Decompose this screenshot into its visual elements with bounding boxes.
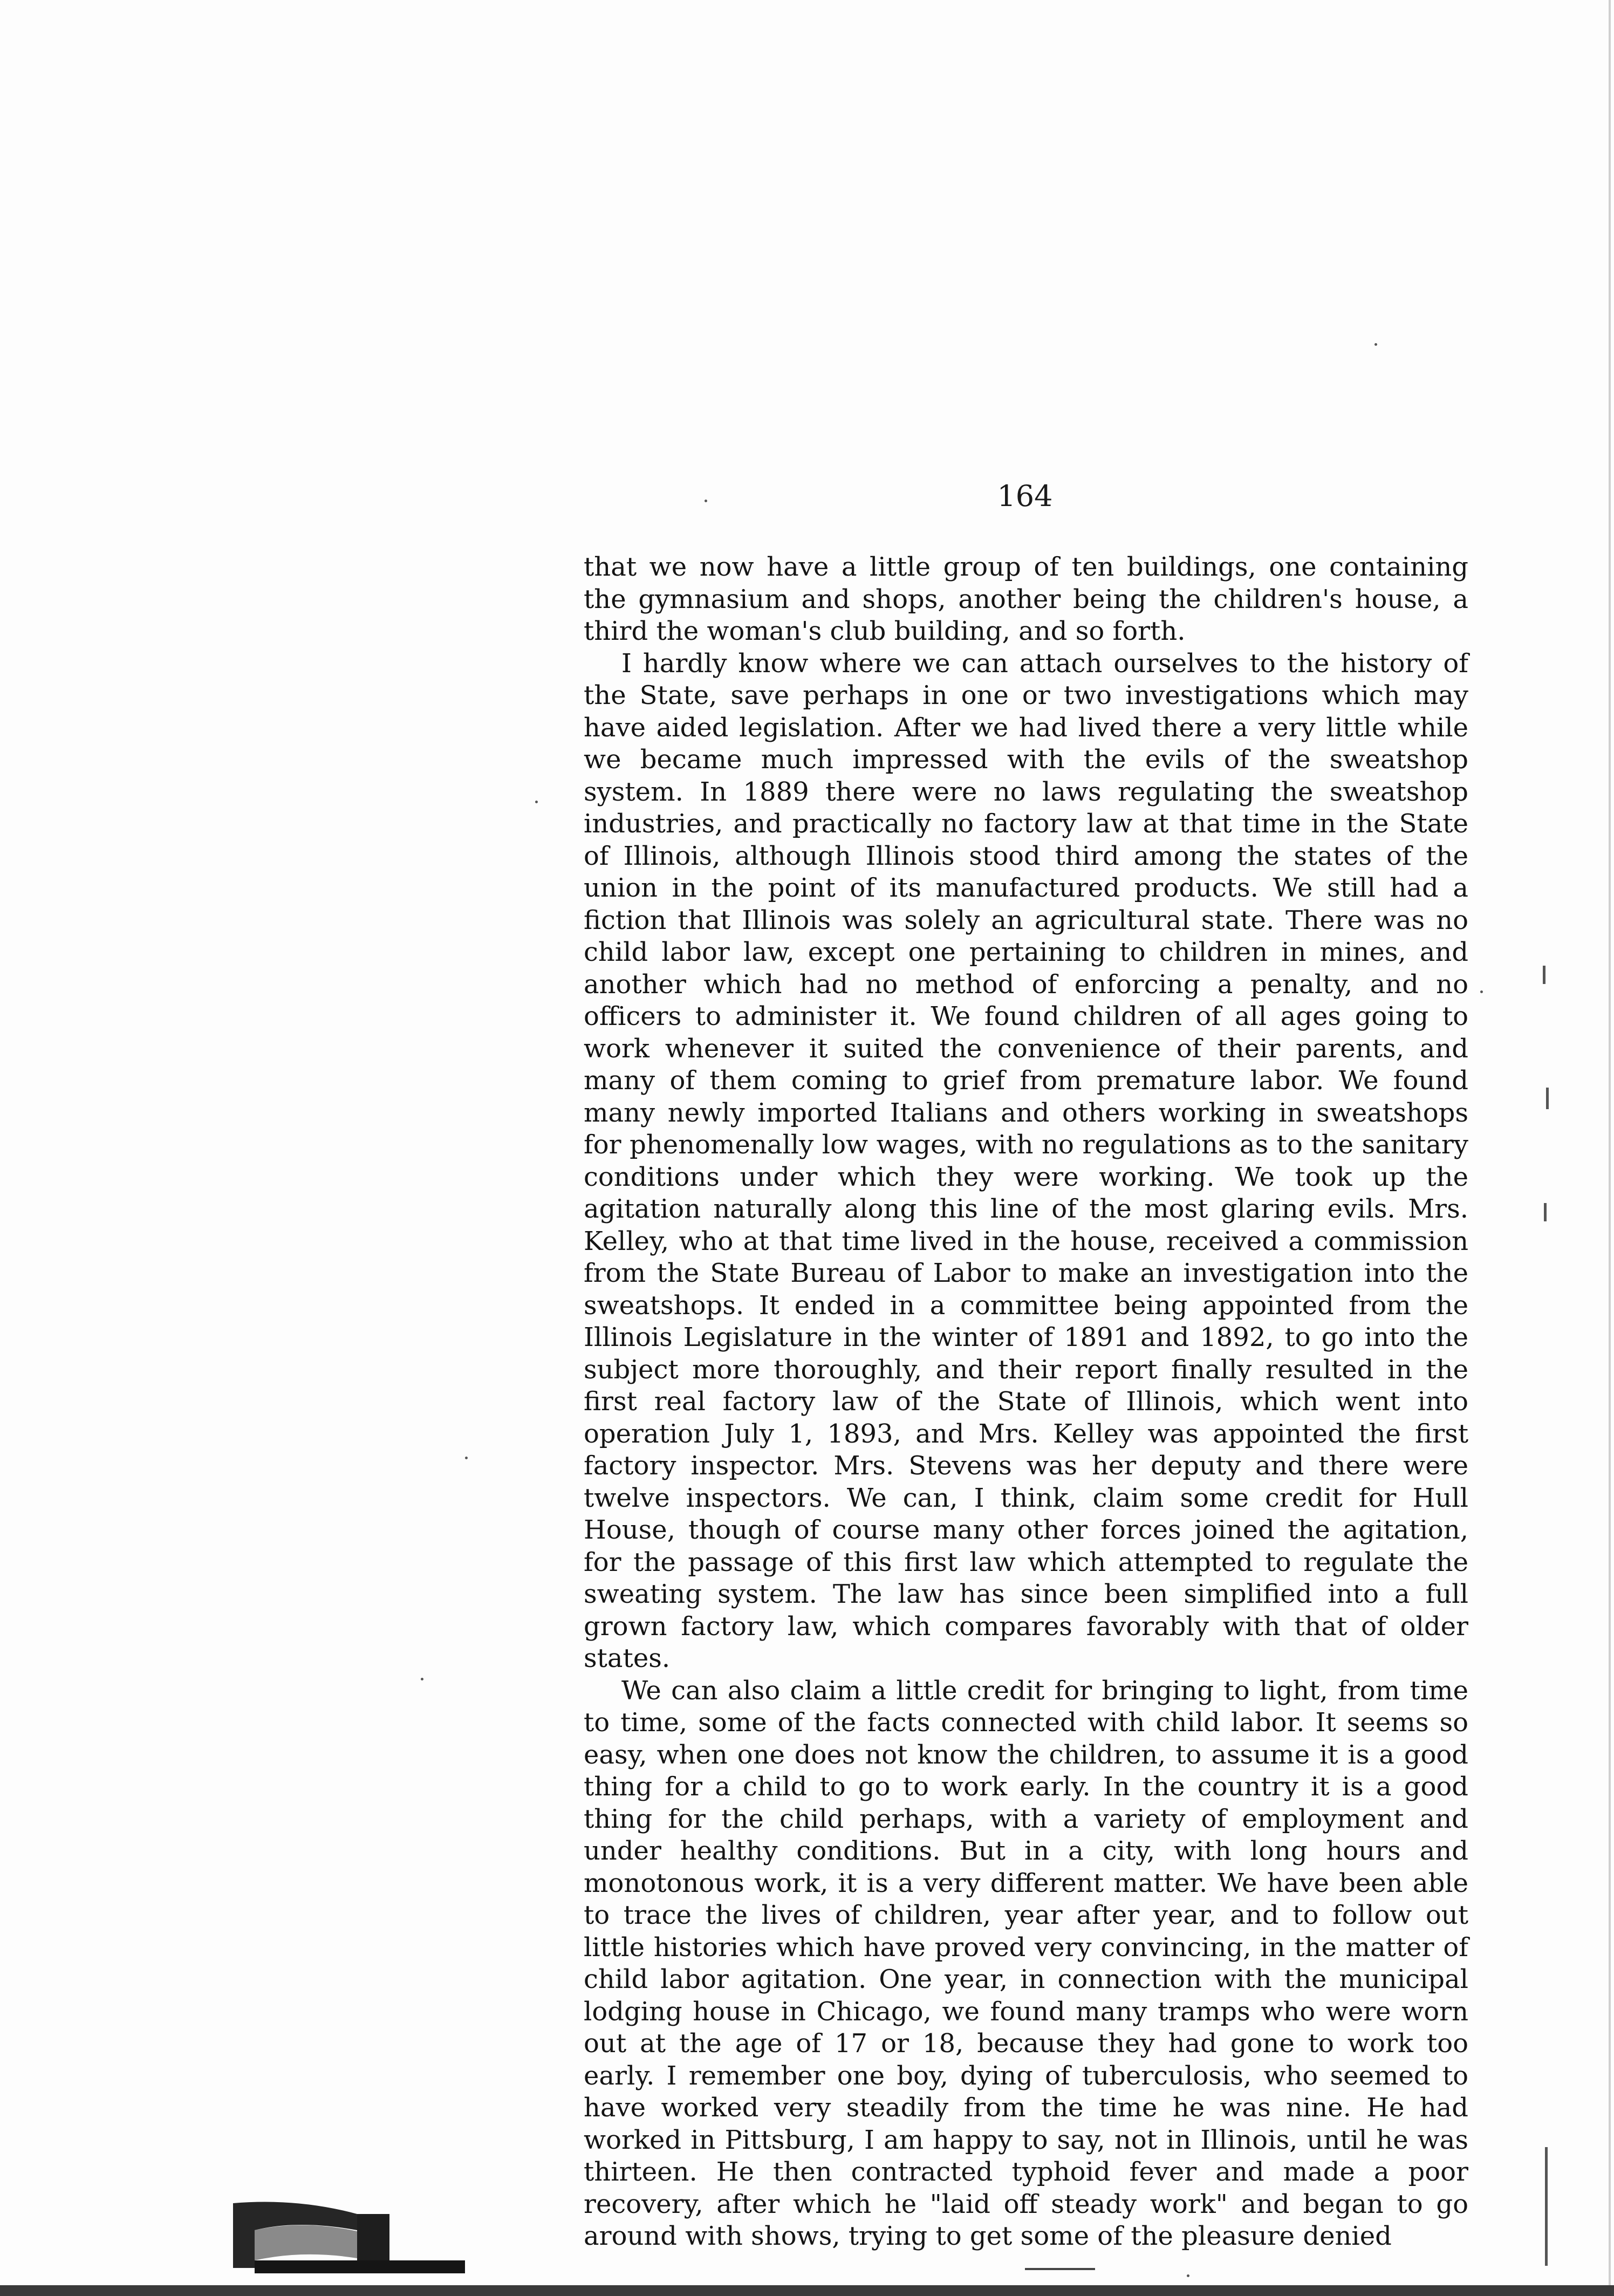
paragraph-1: that we now have a little group of ten buildings, one containing the gymnasium and shops, another being the children's house, a third the woman's club building, and so forth. [584, 552, 1468, 646]
paragraph-2: I hardly know where we can attach ourselves to the history of the State, save perhaps in one or two investigations which may have aided legislation. After we had lived there a very little while we became much impressed with the evils of the sweatshop system. In 1889 there were no laws regulating the sweatshop industries, and practically no factory law at that time in the State of Illinois, although Illinois stood third among the states of the union in the point of its manufactured products. We still had a fiction that Illinois was solely an agricultural state. There was no child labor law, except one pertaining to children in mines, and another which had no method of enforcing a penalty, and no officers to administer it. We found children of all ages going to work whenever it suited the convenience of their parents, and many of them coming to grief from premature labor. We found many newly imported Italians and others working in sweatshops for phenomenally low wages, with no regulations as to the sanitary conditions under which they were working. We took up the agitation naturally along this line of the most glaring evils. Mrs. Kelley, who at that time lived in the house, received a commission from the State Bureau of Labor to make an investigation into the sweatshops. It ended in a committee being appointed from the Illinois Legislature in the winter of 1891 and 1892, to go into the subject more thoroughly, and their report finally resulted in the first real factory law of the State of Illinois, which went into operation July 1, 1893, and Mrs. Kelley was appointed the first factory inspector. Mrs. Stevens was her deputy and there were twelve inspectors. We can, I think, claim some credit for Hull House, though of course many other forces joined the agitation, for the passage of this first law which attempted to regulate the sweating system. The law has since been simplified into a full grown factory law, which compares favorably with that of older states. [584, 648, 1468, 1673]
scan-speck [535, 801, 538, 803]
footer-dash [1025, 2268, 1095, 2270]
page-number: 164 [997, 479, 1053, 513]
scan-speck [465, 1457, 468, 1459]
scan-speck [1374, 343, 1377, 346]
scan-speck [1187, 2274, 1189, 2277]
margin-mark [1544, 1203, 1547, 1221]
scan-bottom-edge [0, 2285, 1614, 2296]
scan-stamp-mark [233, 2198, 465, 2273]
scan-speck [1480, 990, 1483, 993]
scan-speck [421, 1678, 423, 1680]
margin-mark [1546, 1088, 1549, 1109]
paragraph-3: We can also claim a little credit for bringing to light, from time to time, some of the facts connected with child labor. It seems so easy, when one does not know the children, to assume it is a good thing for a child to go to work early. In the country it is a good thing for the child perhaps, with a variety of employment and under healthy conditions. But in a city, with long hours and monotonous work, it is a very different matter. We have been able to trace the lives of children, year after year, and to follow out little histories which have proved very convincing, in the matter of child labor agitation. One year, in connection with the municipal lodging house in Chicago, we found many tramps who were worn out at the age of 17 or 18, because they had gone to work too early. I remember one boy, dying of tuberculosis, who seemed to have worked very steadily from the time he was nine. He had worked in Pittsburg, I am happy to say, not in Illinois, until he was thirteen. He then contracted typhoid fever and made a poor recovery, after which he "laid off steady work" and began to go around with shows, trying to get some of the pleasure denied [584, 1675, 1468, 2251]
scan-right-edge [1609, 0, 1611, 2296]
margin-mark [1543, 966, 1545, 984]
margin-mark [1545, 2147, 1548, 2266]
body-text [584, 551, 1468, 2253]
scan-speck [705, 500, 707, 502]
